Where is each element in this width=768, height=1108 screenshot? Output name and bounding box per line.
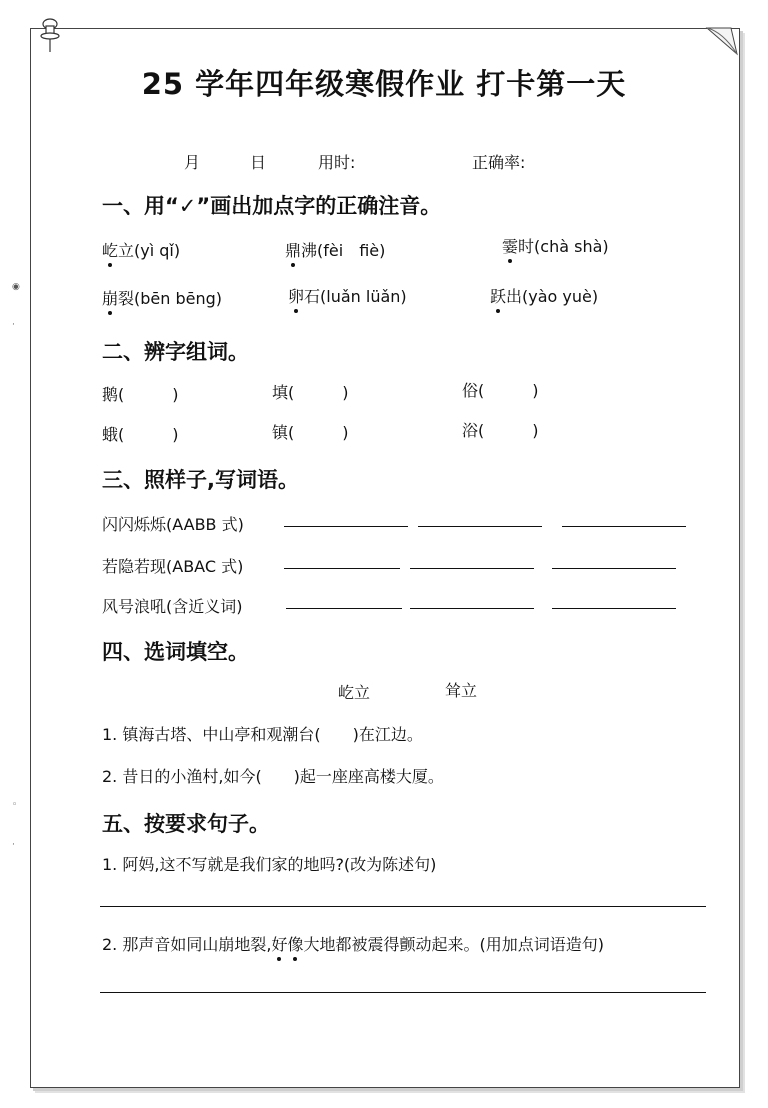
month-label: 月: [184, 153, 201, 172]
day-label: 日: [250, 153, 267, 172]
folded-corner-icon: [705, 22, 739, 56]
answer-line[interactable]: [418, 526, 542, 527]
answer-line[interactable]: [410, 568, 534, 569]
word-choice: 耸立: [445, 681, 478, 700]
accuracy-label: 正确率:: [472, 153, 526, 172]
answer-line[interactable]: [284, 568, 400, 569]
sentence-question: 2. 那声音如同山崩地裂,好像大地都被震得颤动起来。(用加点词语造句): [102, 932, 604, 955]
margin-mark: ◦: [12, 800, 18, 810]
margin-mark: ·: [12, 840, 15, 850]
pinyin-item: 跃出(yào yuè): [490, 284, 598, 307]
answer-line[interactable]: [284, 526, 408, 527]
example-word-row: 闪闪烁烁(AABB 式): [102, 515, 244, 534]
example-word-row: 若隐若现(ABAC 式): [102, 557, 244, 576]
section-3-heading: 三、照样子,写词语。: [102, 468, 299, 492]
answer-line[interactable]: [410, 608, 534, 609]
margin-mark: ·: [12, 320, 15, 330]
word-group-item: 浴( ): [462, 421, 539, 440]
word-group-item: 鹅( ): [102, 385, 179, 404]
pushpin-icon: [36, 14, 64, 54]
answer-line[interactable]: [100, 906, 706, 907]
word-group-item: 蛾( ): [102, 425, 179, 444]
sentence-question: 1. 阿妈,这不写就是我们家的地吗?(改为陈述句): [102, 855, 437, 874]
answer-line[interactable]: [552, 568, 676, 569]
section-5-heading: 五、按要求句子。: [102, 812, 270, 836]
section-4-heading: 四、选词填空。: [102, 640, 249, 664]
margin-mark: ◉: [12, 282, 20, 292]
fill-blank-item: 2. 昔日的小渔村,如今( )起一座座高楼大厦。: [102, 767, 444, 786]
pinyin-item: 鼎沸(fèi fiè): [285, 238, 385, 261]
pinyin-item: 卵石(luǎn lüǎn): [288, 284, 407, 307]
word-choice: 屹立: [338, 683, 371, 702]
section-1-heading: 一、用“✓”画出加点字的正确注音。: [102, 194, 442, 218]
time-label: 用时:: [318, 153, 356, 172]
pinyin-item: 屹立(yì qǐ): [102, 238, 180, 261]
fill-blank-item: 1. 镇海古塔、中山亭和观潮台( )在江边。: [102, 725, 423, 744]
section-2-heading: 二、辨字组词。: [102, 340, 249, 364]
word-group-item: 俗( ): [462, 381, 539, 400]
answer-line[interactable]: [562, 526, 686, 527]
pinyin-item: 崩裂(bēn bēng): [102, 286, 222, 309]
page-title: 25 学年四年级寒假作业 打卡第一天: [141, 67, 627, 101]
word-group-item: 镇( ): [272, 423, 349, 442]
example-word-row: 风号浪吼(含近义词): [102, 597, 243, 616]
word-group-item: 填( ): [272, 383, 349, 402]
answer-line[interactable]: [286, 608, 402, 609]
pinyin-item: 霎时(chà shà): [502, 234, 609, 257]
answer-line[interactable]: [552, 608, 676, 609]
answer-line[interactable]: [100, 992, 706, 993]
